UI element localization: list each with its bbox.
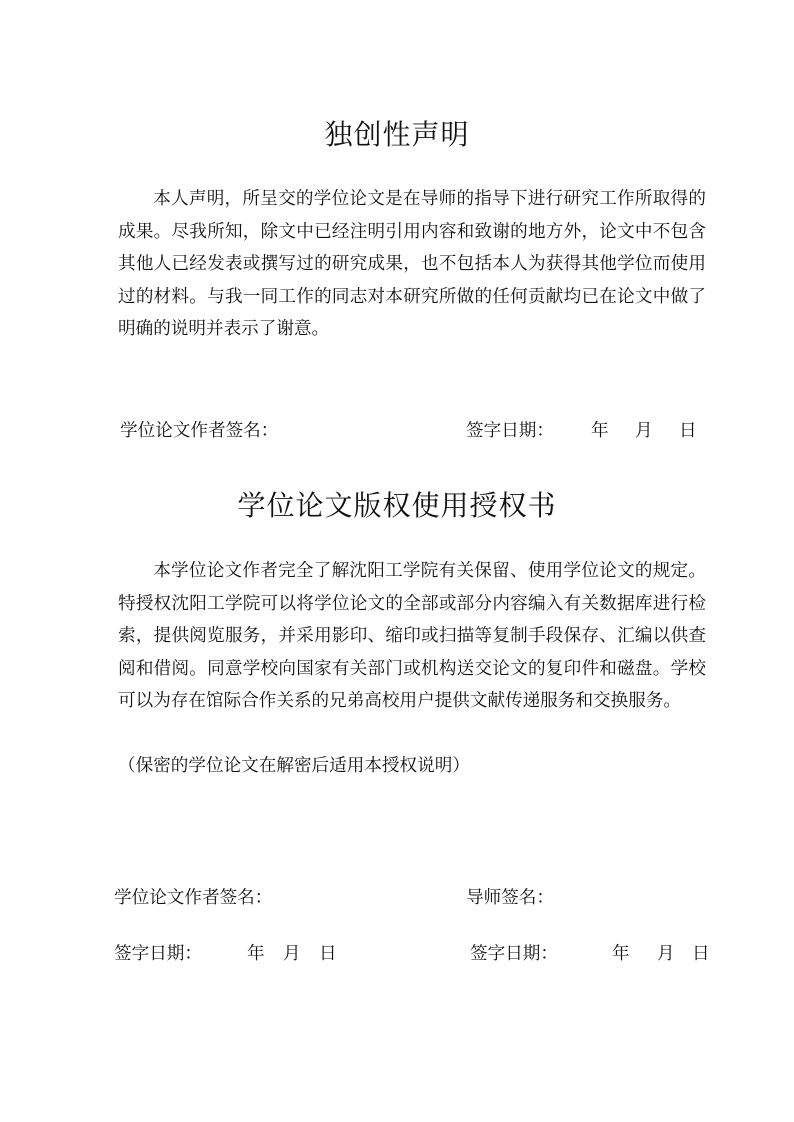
authorization-author-signature-label: 学位论文作者签名： bbox=[114, 888, 273, 908]
authorization-body: 本学位论文作者完全了解沈阳工学院有关保留、使用学位论文的规定。特授权沈阳工学院可以将学位论文的全部或部分内容编入有关数据库进行检索，提供阅览服务，并采用影印、缩印或扫描等复制手段保存、汇编以供查阅和借阅。同意学校向国家有关部门或机构送交论文的复印件和磁盘。学校可以为存在馆际合作关系的兄弟高校用户提供文献传递服务和交换服务。 bbox=[118, 561, 706, 711]
declaration-title: 独创性声明 bbox=[324, 118, 470, 151]
authorization-left-date-month: 月 bbox=[283, 944, 301, 964]
authorization-right-date-day: 日 bbox=[692, 944, 710, 964]
authorization-note: （保密的学位论文在解密后适用本授权说明） bbox=[118, 756, 470, 776]
declaration-sign-date-label: 签字日期： bbox=[466, 421, 554, 441]
authorization-left-date-day: 日 bbox=[319, 944, 337, 964]
declaration-date-day: 日 bbox=[679, 421, 697, 441]
authorization-right-date-year: 年 bbox=[612, 944, 630, 964]
authorization-left-date-label: 签字日期： bbox=[114, 944, 202, 964]
authorization-supervisor-signature-label: 导师签名： bbox=[466, 888, 554, 908]
authorization-title: 学位论文版权使用授权书 bbox=[237, 489, 557, 522]
authorization-left-date-year: 年 bbox=[247, 944, 265, 964]
declaration-author-signature-label: 学位论文作者签名： bbox=[120, 421, 279, 441]
authorization-right-date-label: 签字日期： bbox=[470, 944, 558, 964]
authorization-right-date-month: 月 bbox=[657, 944, 675, 964]
declaration-date-month: 月 bbox=[635, 421, 653, 441]
declaration-body: 本人声明，所呈交的学位论文是在导师的指导下进行研究工作所取得的成果。尽我所知，除文中已经注明引用内容和致谢的地方外，论文中不包含其他人已经发表或撰写过的研究成果，也不包括本人为获得其他学位而使用过的材料。与我一同工作的同志对本研究所做的任何贡献均已在论文中做了明确的说明并表示了谢意。 bbox=[118, 189, 706, 339]
declaration-date-year: 年 bbox=[591, 421, 609, 441]
